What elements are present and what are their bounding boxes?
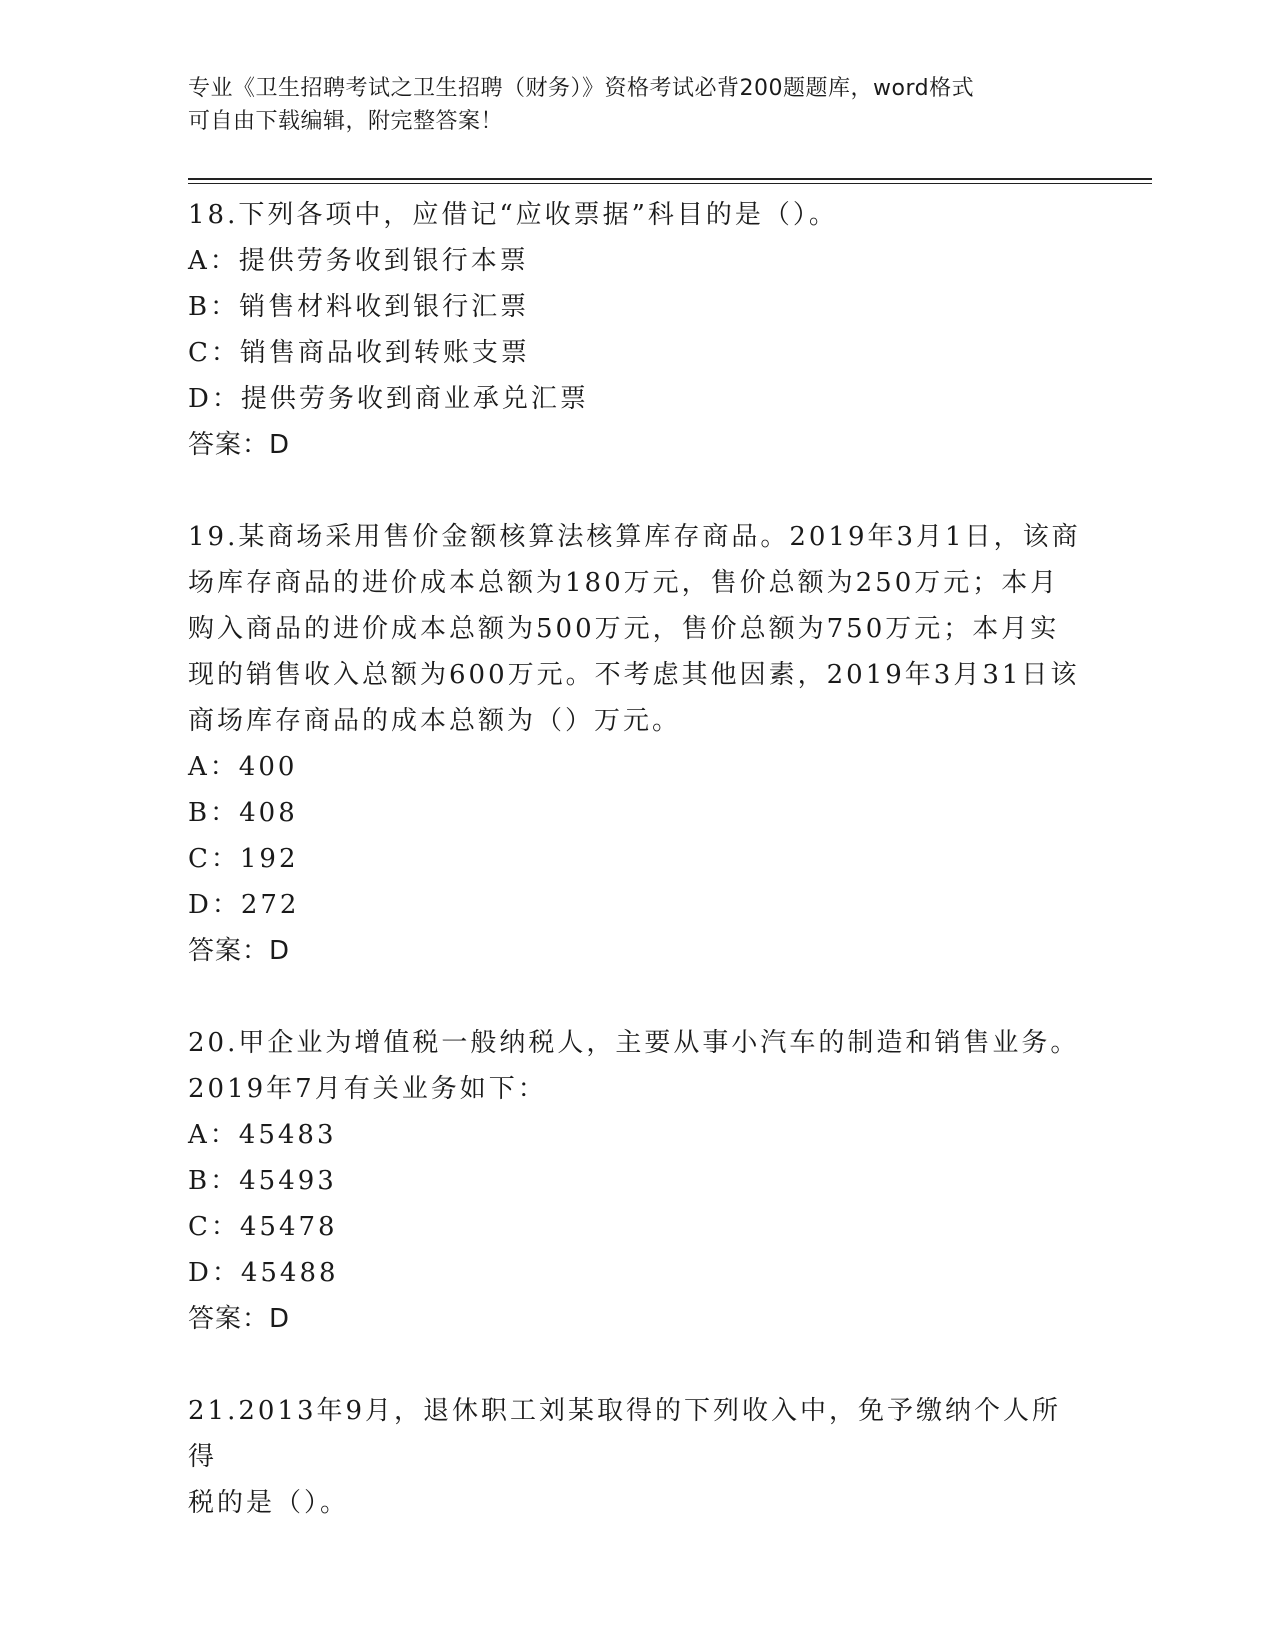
question-text-line: 商场库存商品的成本总额为（）万元。 [188, 706, 682, 736]
option-c: C：销售商品收到转账支票 [188, 338, 530, 368]
header-line-1: 专业《卫生招聘考试之卫生招聘（财务）》资格考试必背200题题库，word格式 [188, 76, 975, 101]
option-b: B：45493 [188, 1166, 337, 1196]
question-text-line: 购入商品的进价成本总额为500万元，售价总额为750万元；本月实 [188, 614, 1060, 644]
option-c: C：192 [188, 844, 299, 874]
question-18 [188, 192, 1088, 468]
question-list [188, 192, 1088, 1526]
question-text-line: 21.2013年9月，退休职工刘某取得的下列收入中，免予缴纳个人所得 [188, 1396, 1062, 1472]
question-text-line: 20.甲企业为增值税一般纳税人，主要从事小汽车的制造和销售业务。 [188, 1028, 1080, 1058]
spacer [188, 974, 1088, 1020]
option-d: D：提供劳务收到商业承兑汇票 [188, 384, 589, 414]
header-divider-thick [188, 178, 1152, 180]
header-divider-thin [188, 183, 1152, 184]
option-c: C：45478 [188, 1212, 338, 1242]
question-text: 18.下列各项中，应借记“应收票据”科目的是（）。 [188, 200, 838, 230]
option-b: B：408 [188, 798, 298, 828]
question-text-line: 2019年7月有关业务如下： [188, 1074, 547, 1104]
document-header [188, 72, 1088, 138]
question-text-line: 场库存商品的进价成本总额为180万元，售价总额为250万元；本月 [188, 568, 1060, 598]
answer: 答案：D [188, 1304, 291, 1334]
option-a: A：45483 [188, 1120, 337, 1150]
question-text-line: 税的是（）。 [188, 1488, 350, 1518]
option-d: D：45488 [188, 1258, 339, 1288]
answer: 答案：D [188, 430, 291, 460]
option-b: B：销售材料收到银行汇票 [188, 292, 530, 322]
question-21 [188, 1388, 1088, 1526]
question-text-line: 现的销售收入总额为600万元。不考虑其他因素，2019年3月31日该 [188, 660, 1080, 690]
header-line-2: 可自由下载编辑，附完整答案！ [188, 109, 504, 134]
spacer [188, 1342, 1088, 1388]
option-d: D：272 [188, 890, 300, 920]
question-text-line: 19.某商场采用售价金额核算法核算库存商品。2019年3月1日，该商 [188, 522, 1081, 552]
option-a: A：提供劳务收到银行本票 [188, 246, 529, 276]
option-a: A：400 [188, 752, 298, 782]
question-19 [188, 514, 1088, 974]
spacer [188, 468, 1088, 514]
question-20 [188, 1020, 1088, 1342]
answer: 答案：D [188, 936, 291, 966]
